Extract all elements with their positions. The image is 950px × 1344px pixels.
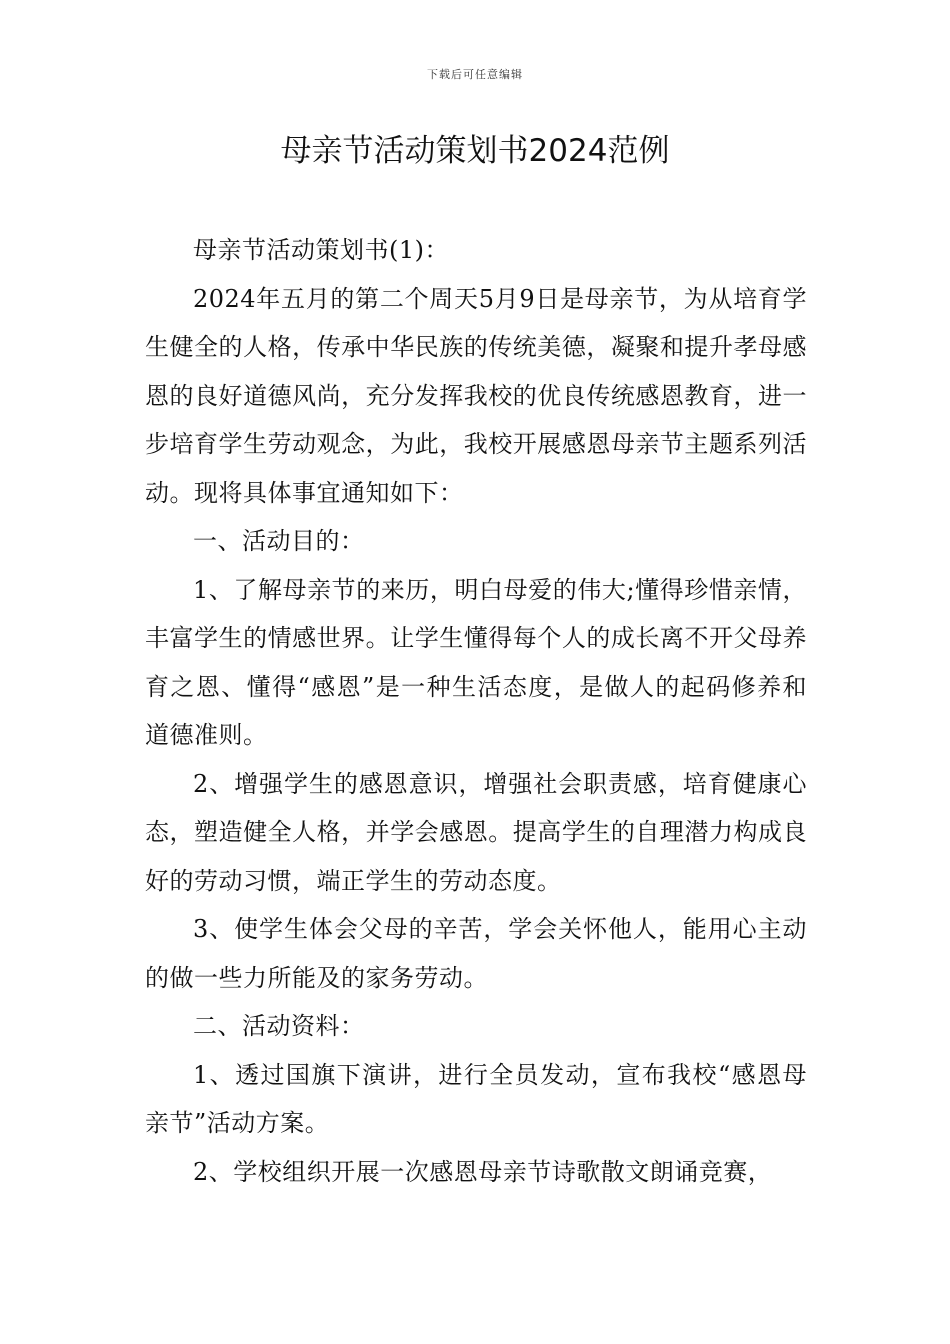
section-heading-content: 二、活动资料： <box>193 1012 365 1040</box>
paragraph-intro: 2024年五月的第二个周天5月9日是母亲节，为从培育学生健全的人格，传承中华民族的传统美德，凝聚和提升孝母感恩的良好道德风尚，充分发挥我校的优良传统感恩教育，进一步培育学生劳动观念，为此，我校开展感恩母亲节主题系列活动。现将具体事宜通知如下： <box>145 284 807 507</box>
paragraph-purpose-3: 3、使学生体会父母的辛苦，学会关怀他人，能用心主动的做一些力所能及的家务劳动。 <box>145 915 807 992</box>
paragraph-content-2: 2、学校组织开展一次感恩母亲节诗歌散文朗诵竞赛， <box>193 1157 773 1186</box>
section-heading-purpose: 一、活动目的： <box>193 527 365 555</box>
paragraph-intro-heading: 母亲节活动策划书(1)： <box>193 236 449 264</box>
document-body <box>145 226 807 1196</box>
paragraph-purpose-2: 2、增强学生的感恩意识，增强社会职责感，培育健康心态，塑造健全人格，并学会感恩。提高学生的自理潜力构成良好的劳动习惯，端正学生的劳动态度。 <box>145 769 807 895</box>
document-title: 母亲节活动策划书2024范例 <box>280 133 670 169</box>
paragraph-purpose-1: 1、了解母亲节的来历，明白母爱的伟大;懂得珍惜亲情，丰富学生的情感世界。让学生懂得每个人的成长离不开父母养育之恩、懂得“感恩”是一种生活态度，是做人的起码修养和道德准则。 <box>145 575 807 749</box>
header-note: 下载后可任意编辑 <box>427 68 523 81</box>
paragraph-content-1: 1、透过国旗下演讲，进行全员发动，宣布我校“感恩母亲节”活动方案。 <box>145 1060 807 1137</box>
